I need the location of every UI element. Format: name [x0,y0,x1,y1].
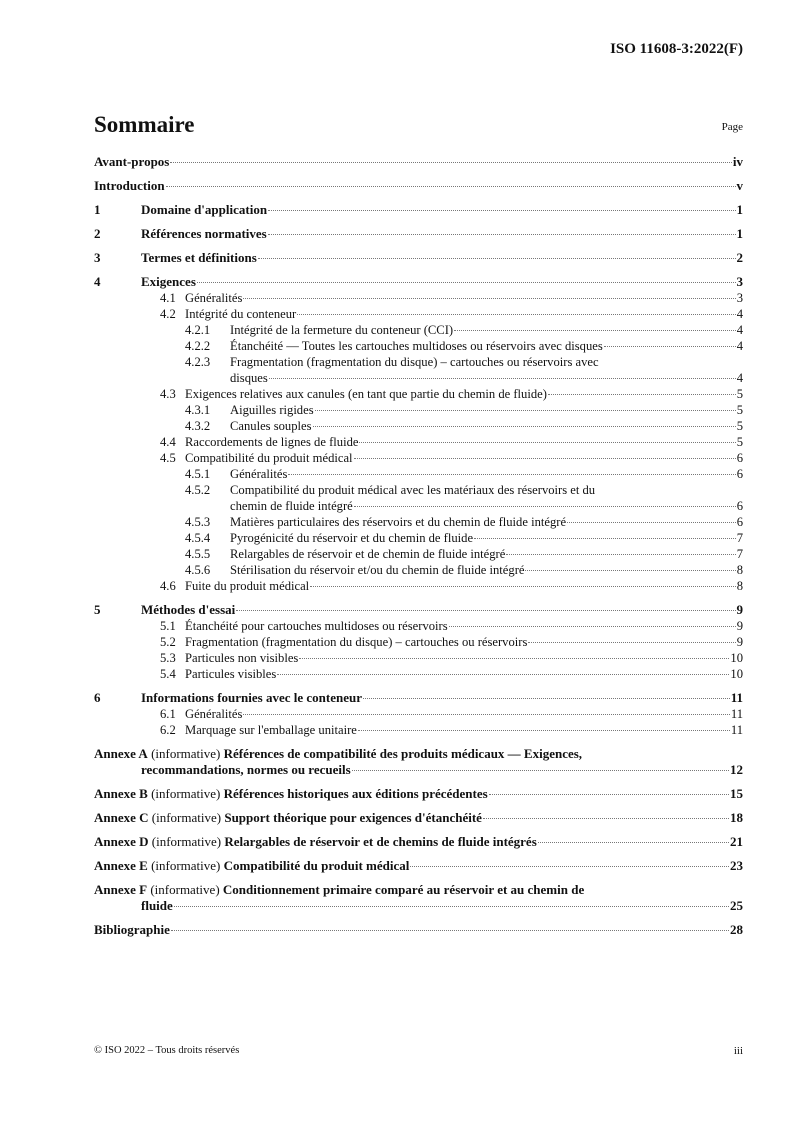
toc-entry[interactable] [94,402,743,418]
dot-leader [277,674,729,675]
section-number: 4.2.1 [185,323,211,337]
annex-label: Annexe E [94,858,148,873]
dot-leader [474,538,736,539]
entry-title: recommandations, normes ou recueils [141,762,351,777]
section-number: 6.1 [160,707,176,721]
section-number: 1 [94,202,101,217]
entry-title: Conditionnement primaire comparé au réservoir et au chemin de [222,882,585,897]
page-number: 4 [736,371,743,385]
entry-title: Informations fournies avec le conteneur [141,690,362,705]
toc-entry[interactable] [94,602,743,618]
dot-leader [236,610,735,611]
dot-leader [354,506,736,507]
page-number: 25 [730,898,743,913]
dot-leader [538,842,729,843]
dot-leader [258,258,736,259]
annex-note: (informative) [151,858,221,873]
toc-entry[interactable] [94,882,743,898]
page-number: 2 [736,250,743,265]
entry-title: Stérilisation du réservoir et/ou du chemin de fluide intégré [230,563,525,577]
page-number: 7 [736,531,743,545]
toc-entry[interactable] [94,762,743,778]
dot-leader [315,410,736,411]
entry-title: Intégrité de la fermeture du conteneur (CCI) [230,323,454,337]
dot-leader [268,234,736,235]
page-number: 12 [730,762,743,777]
section-number: 4.2.2 [185,339,211,353]
toc-entry[interactable] [94,834,743,850]
toc-entry[interactable] [94,514,743,530]
page-number: 1 [736,226,743,241]
footer-copyright: © ISO 2022 – Tous droits réservés [94,1045,240,1056]
toc-entry[interactable] [94,250,743,266]
dot-leader [313,426,736,427]
section-number: 5.2 [160,635,176,649]
page-number: 6 [736,451,743,465]
entry-title: fluide [141,898,173,913]
toc-entry[interactable] [94,922,743,938]
annex-note: (informative) [151,746,221,761]
toc-entry[interactable] [94,858,743,874]
annex-label: Annexe C [94,810,149,825]
entry-title: Compatibilité du produit médical avec les matériaux des réservoirs et du [230,483,596,497]
entry-title: Étanchéité pour cartouches multidoses ou réservoirs [185,619,448,633]
dot-leader [297,314,736,315]
entry-title: Compatibilité du produit médical [223,858,410,873]
section-number: 5.4 [160,667,176,681]
dot-leader [174,906,729,907]
entry-title: Introduction [94,178,165,193]
toc-entry[interactable] [94,338,743,354]
section-number: 4.5.4 [185,531,211,545]
entry-title: Étanchéité — Toutes les cartouches multidoses ou réservoirs avec disques [230,339,603,353]
toc-entry[interactable] [94,498,743,514]
annex-note: (informative) [150,882,220,897]
page-number: 8 [736,579,743,593]
page-number: 5 [736,419,743,433]
entry-title: Méthodes d'essai [141,602,236,617]
page-number: 9 [736,602,743,617]
entry-title: Généralités [230,467,288,481]
page-number: 9 [736,635,743,649]
entry-title: Particules visibles [185,667,277,681]
dot-leader [166,186,736,187]
toc-entry[interactable] [94,546,743,562]
dot-leader [288,474,735,475]
dot-leader [268,210,735,211]
dot-leader [299,658,729,659]
entry-title: Généralités [185,707,243,721]
page-number: 3 [736,274,743,289]
entry-title: Canules souples [230,419,312,433]
dot-leader [243,714,730,715]
toc-entry[interactable] [94,418,743,434]
page-number: 28 [730,922,743,937]
page-number: 5 [736,387,743,401]
entry-title: Intégrité du conteneur [185,307,297,321]
toc-entry[interactable] [94,226,743,242]
dot-leader [449,626,736,627]
page-number: 4 [736,307,743,321]
page-number: 15 [730,786,743,801]
page-column-label: Page [721,121,743,133]
page-number: 11 [730,723,743,737]
page-number: 1 [736,202,743,217]
page-number: 10 [730,651,743,665]
entry-title: Fuite du produit médical [185,579,310,593]
toc-entry[interactable] [94,666,743,682]
section-number: 4.6 [160,579,176,593]
section-number: 4.4 [160,435,176,449]
entry-title: Termes et définitions [141,250,257,265]
entry-title: Fragmentation (fragmentation du disque) – cartouches ou réservoirs avec [230,355,599,369]
entry-title: Relargables de réservoir et de chemin de fluide intégré [230,547,506,561]
entry-title: Références de compatibilité des produits médicaux — Exigences, [223,746,583,761]
dot-leader [483,818,729,819]
toc-entry[interactable] [94,898,743,914]
toc-entry[interactable] [94,746,743,762]
page-number: 21 [730,834,743,849]
toc-entry[interactable] [94,274,743,290]
annex-label: Annexe F [94,882,148,897]
entry-title: Particules non visibles [185,651,299,665]
section-number: 4.5.6 [185,563,211,577]
section-number: 4.5.5 [185,547,211,561]
dot-leader [269,378,736,379]
section-number: 4.5.1 [185,467,211,481]
page-number: 8 [736,563,743,577]
dot-leader [506,554,735,555]
section-number: 5.1 [160,619,176,633]
dot-leader [171,930,729,931]
section-number: 4 [94,274,101,289]
dot-leader [354,458,736,459]
annex-label: Annexe B [94,786,148,801]
dot-leader [604,346,736,347]
toc-entry[interactable] [94,618,743,634]
annex-note: (informative) [151,786,221,801]
dot-leader [454,330,736,331]
page-number: v [736,178,743,193]
entry-title: Marquage sur l'emballage unitaire [185,723,357,737]
toc-entry[interactable] [94,290,743,306]
section-number: 4.5 [160,451,176,465]
toc-entry[interactable] [94,650,743,666]
entry-title: Pyrogénicité du réservoir et du chemin de fluide [230,531,474,545]
entry-title: Exigences [141,274,196,289]
page-number: 9 [736,619,743,633]
entry-title: Références historiques aux éditions précédentes [223,786,488,801]
section-number: 2 [94,226,101,241]
section-number: 5.3 [160,651,176,665]
toc-entry[interactable] [94,370,743,386]
page-number: 6 [736,515,743,529]
section-number: 4.5.2 [185,483,211,497]
section-number: 6.2 [160,723,176,737]
page-number: 6 [736,499,743,513]
page-number: 11 [730,690,743,705]
entry-title: Références normatives [141,226,267,241]
page-number: 23 [730,858,743,873]
section-number: 4.2.3 [185,355,211,369]
annex-label: Annexe A [94,746,148,761]
toc-entry[interactable] [94,810,743,826]
section-number: 4.3.2 [185,419,211,433]
page-number: 5 [736,435,743,449]
section-number: 4.3.1 [185,403,211,417]
dot-leader [243,298,735,299]
toc-entry[interactable] [94,450,743,466]
dot-leader [310,586,736,587]
entry-title: Exigences relatives aux canules (en tant que partie du chemin de fluide) [185,387,547,401]
dot-leader [170,162,732,163]
toc-entry[interactable] [94,690,743,706]
dot-leader [567,522,736,523]
annex-note: (informative) [151,810,222,825]
page-number: 10 [730,667,743,681]
section-number: 5 [94,602,101,617]
footer-page-number: iii [733,1045,743,1057]
dot-leader [363,698,730,699]
entry-title: disques [230,371,268,385]
entry-title: Matières particulaires des réservoirs et du chemin de fluide intégré [230,515,567,529]
entry-title: Fragmentation (fragmentation du disque) – cartouches ou réservoirs [185,635,528,649]
section-number: 4.2 [160,307,176,321]
dot-leader [528,642,735,643]
toc-entry[interactable] [94,578,743,594]
page-number: iv [732,154,743,169]
annex-label: Annexe D [94,834,149,849]
toc-entry[interactable] [94,786,743,802]
entry-title: Compatibilité du produit médical [185,451,353,465]
toc-entry[interactable] [94,386,743,402]
dot-leader [489,794,729,795]
toc-entry[interactable] [94,322,743,338]
toc-entry[interactable] [94,722,743,738]
entry-title: Aiguilles rigides [230,403,314,417]
entry-title: chemin de fluide intégré [230,499,353,513]
page-number: 7 [736,547,743,561]
table-of-contents [94,154,743,938]
entry-title: Relargables de réservoir et de chemins de fluide intégrés [224,834,537,849]
entry-title: Support théorique pour exigences d'étanchéité [224,810,482,825]
page-number: 11 [730,707,743,721]
toc-entry[interactable] [94,482,743,498]
page-number: 18 [730,810,743,825]
page-number: 4 [736,323,743,337]
page-number: 5 [736,403,743,417]
dot-leader [410,866,729,867]
page-number: 6 [736,467,743,481]
dot-leader [197,282,736,283]
entry-title: Bibliographie [94,922,170,937]
section-number: 4.3 [160,387,176,401]
dot-leader [358,730,730,731]
toc-entry[interactable] [94,202,743,218]
section-number: 4.5.3 [185,515,211,529]
page-number: 3 [736,291,743,305]
toc-entry[interactable] [94,306,743,322]
document-id: ISO 11608-3:2022(F) [610,41,743,57]
entry-title: Domaine d'application [141,202,268,217]
toc-entry[interactable] [94,434,743,450]
toc-entry[interactable] [94,634,743,650]
toc-entry[interactable] [94,562,743,578]
toc-entry[interactable] [94,706,743,722]
section-number: 3 [94,250,101,265]
toc-entry[interactable] [94,530,743,546]
dot-leader [352,770,729,771]
dot-leader [359,442,735,443]
toc-entry[interactable] [94,178,743,194]
dot-leader [548,394,736,395]
toc-entry[interactable] [94,354,743,370]
page-title: Sommaire [94,112,195,137]
section-number: 4.1 [160,291,176,305]
toc-entry[interactable] [94,154,743,170]
page-number: 4 [736,339,743,353]
entry-title: Raccordements de lignes de fluide [185,435,359,449]
dot-leader [525,570,735,571]
annex-note: (informative) [151,834,222,849]
toc-entry[interactable] [94,466,743,482]
entry-title: Généralités [185,291,243,305]
section-number: 6 [94,690,101,705]
entry-title: Avant-propos [94,154,170,169]
